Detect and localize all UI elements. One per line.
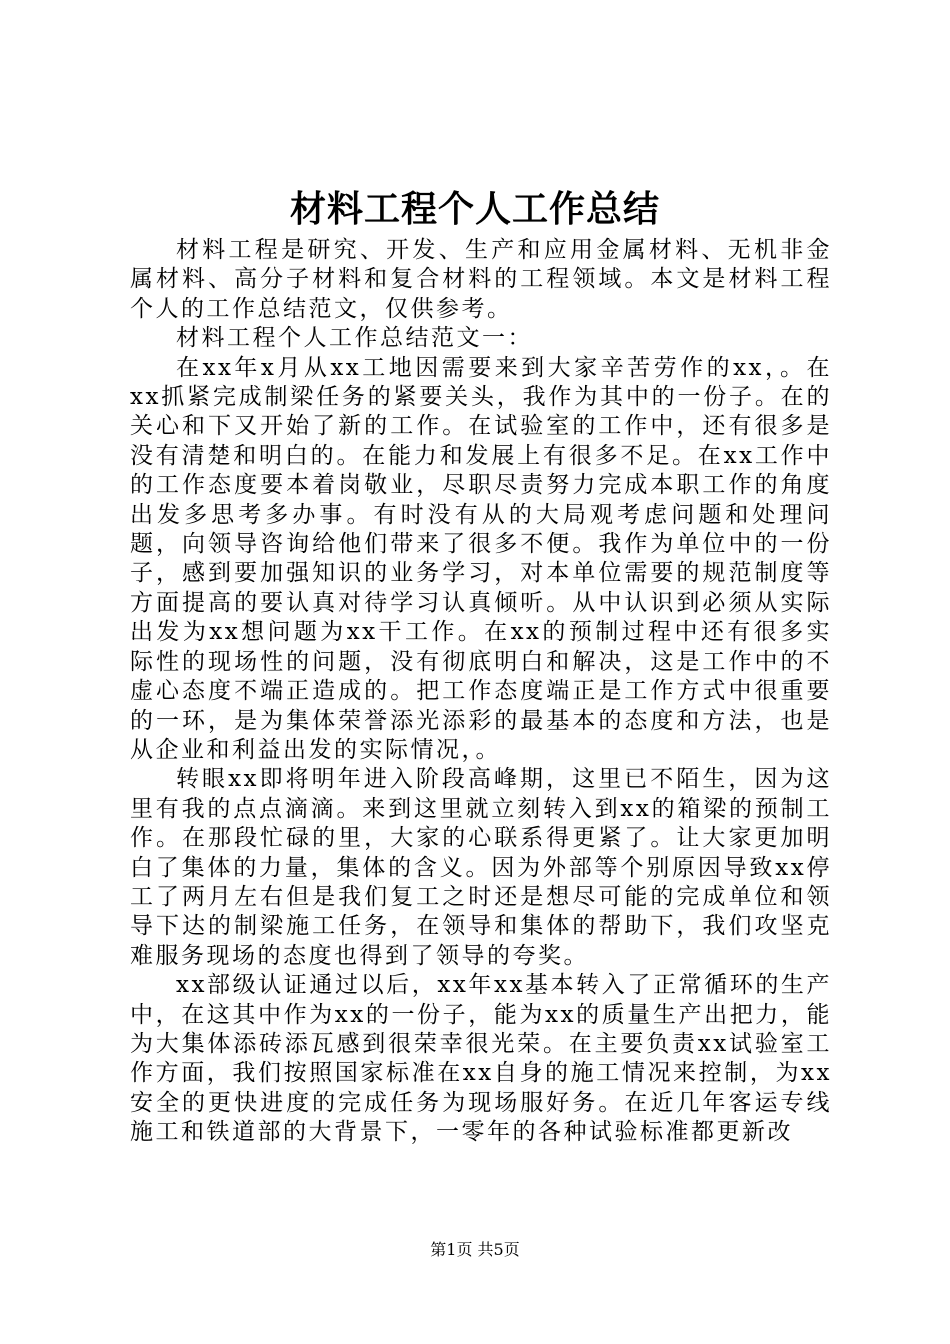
paragraph-body-2: 转眼xx即将明年进入阶段高峰期，这里已不陌生，因为这里有我的点点滴滴。来到这里就立刻转入到xx的箱梁的预制工作。在那段忙碌的里，大家的心联系得更紧了。让大家更加明白了集体的力量，集体的含义。因为外部等个别原因导致xx停工了两月左右但是我们复工之时还是想尽可能的完成单位和领导下达的制梁施工任务，在领导和集体的帮助下，我们攻坚克难服务现场的态度也得到了领导的夸奖。 (130, 766, 832, 969)
document-title: 材料工程个人工作总结 (289, 188, 660, 230)
paragraph-body-1: 在xx年x月从xx工地因需要来到大家辛苦劳作的xx，。在xx抓紧完成制梁任务的紧要关头，我作为其中的一份子。在的关心和下又开始了新的工作。在试验室的工作中，还有很多是没有清楚和明白的。在能力和发展上有很多不足。在xx工作中的工作态度要本着岗敬业，尽职尽责努力完成本职工作的角度出发多思考多办事。有时没有从的大局观考虑问题和处理问题，向领导咨询给他们带来了很多不便。我作为单位中的一份子，感到要加强知识的业务学习，对本单位需要的规范制度等方面提高的要认真对待学习认真倾听。从中认识到必须从实际出发为xx想问题为xx干工作。在xx的预制过程中还有很多实际性的现场性的问题，没有彻底明白和解决，这是工作中的不虚心态度不端正造成的。把工作态度端正是工作方式中很重要的一环，是为集体荣誉添光添彩的最基本的态度和方法，也是从企业和利益出发的实际情况，。 (130, 354, 832, 763)
document-body (130, 236, 832, 1148)
paragraph-body-3: xx部级认证通过以后，xx年xx基本转入了正常循环的生产中，在这其中作为xx的一份子，能为xx的质量生产出把力，能为大集体添砖添瓦感到很荣幸很光荣。在主要负责xx试验室工作方面，我们按照国家标准在xx自身的施工情况来控制，为xx安全的更快进度的完成任务为现场服好务。在近几年客运专线施工和铁道部的大背景下，一零年的各种试验标准都更新改 (130, 972, 832, 1146)
page-number-footer: 第1页 共5页 (430, 1240, 520, 1259)
paragraph-intro: 材料工程是研究、开发、生产和应用金属材料、无机非金属材料、高分子材料和复合材料的工程领域。本文是材料工程个人的工作总结范文，仅供参考。 (130, 237, 832, 322)
paragraph-sample-heading: 材料工程个人工作总结范文一： (176, 325, 533, 352)
